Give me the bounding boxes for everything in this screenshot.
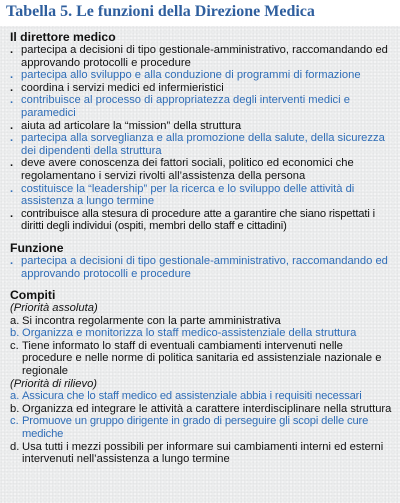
bullet-marker: .	[10, 119, 14, 132]
item-marker: b.	[10, 327, 20, 340]
item-text: partecipa a decisioni di tipo gestionale-amministrativo, raccomandando ed approvando protocolli e procedure	[21, 44, 388, 69]
list-item	[10, 69, 394, 82]
list-item	[10, 208, 394, 233]
item-text: costituisce la “leadership” per la ricerca e lo sviluppo delle attività di assistenza a lungo termine	[21, 182, 355, 208]
list-item	[10, 94, 394, 119]
item-text: Organizza ed integrare le attività a carattere interdisciplinare nella struttura	[22, 402, 392, 415]
list-item	[10, 390, 394, 403]
priority-label-rilievo: (Priorità di rilievo)	[10, 377, 98, 390]
list-item	[10, 340, 394, 378]
item-text: Usa tutti i mezzi possibili per informare sui cambiamenti interni ed esterni intervenuti nell’assistenza a lungo termine	[22, 440, 384, 466]
bullet-marker: .	[10, 157, 14, 170]
list-item	[10, 415, 394, 440]
item-text: Si incontra regolarmente con la parte amministrativa	[22, 314, 281, 327]
list-item	[10, 132, 394, 157]
table-title: Tabella 5. Le funzioni della Direzione Medica	[6, 3, 315, 20]
content-panel	[0, 26, 400, 503]
bullet-marker: .	[10, 182, 14, 195]
list-item	[10, 315, 394, 328]
item-text: Promuove un gruppo dirigente in grado di perseguire gli scopi delle cure mediche	[22, 415, 369, 441]
item-text: Organizza e monitorizza lo staff medico-assistenziale della struttura	[22, 327, 357, 340]
item-text: contribuisce al processo di appropriatezza degli interventi medici e paramedici	[21, 94, 350, 119]
item-marker: c.	[10, 415, 19, 428]
item-marker: b.	[10, 402, 20, 415]
list-item	[10, 327, 394, 340]
list-item	[10, 183, 394, 208]
list-item	[10, 441, 394, 466]
section-heading-direttore: Il direttore medico	[10, 30, 116, 44]
item-text: deve avere conoscenza dei fattori sociali, politico ed economici che regolamentano i servizi rivolti all’assistenza della persona	[21, 157, 354, 182]
item-text: Assicura che lo staff medico ed assistenziale abbia i requisiti necessari	[22, 390, 362, 403]
item-text: partecipa a decisioni di tipo gestionale-amministrativo, raccomandando ed approvando protocolli e procedure	[21, 254, 388, 280]
section-heading-compiti: Compiti	[10, 288, 56, 303]
direttore-list	[10, 44, 394, 233]
item-text: contribuisce alla stesura di procedure atte a garantire che siano rispettati i diritti degli individui (ospiti, membri dello staff e cittadini)	[21, 207, 375, 233]
item-marker: a.	[10, 390, 20, 403]
bullet-marker: .	[10, 94, 14, 107]
compiti-rilievo-list	[10, 390, 394, 466]
bullet-marker: .	[10, 81, 14, 94]
priority-label-assoluta: (Priorità assoluta)	[10, 302, 98, 315]
bullet-marker: .	[10, 132, 14, 145]
item-text: coordina i servizi medici ed infermieristici	[21, 81, 224, 94]
item-text: partecipa allo sviluppo e alla conduzione di programmi di formazione	[21, 69, 361, 82]
list-item	[10, 403, 394, 416]
item-text: aiuta ad articolare la “mission” della struttura	[21, 119, 242, 132]
list-item	[10, 44, 394, 69]
item-marker: c.	[10, 339, 19, 352]
list-item	[10, 82, 394, 95]
item-text: partecipa alla sorveglianza e alla promozione della salute, della sicurezza dei dipendenti della struttura	[21, 132, 385, 157]
item-marker: d.	[10, 440, 20, 453]
item-marker: a.	[10, 314, 20, 327]
bullet-marker: .	[10, 207, 14, 220]
item-text: Tiene informato lo staff di eventuali cambiamenti intervenuti nelle procedure e nelle norme di politica sanitaria ed assistenziale nazionale e regionale	[22, 339, 382, 378]
list-item	[10, 157, 394, 182]
list-item	[10, 120, 394, 133]
bullet-marker: .	[10, 254, 14, 267]
funzione-list	[10, 255, 394, 280]
list-item	[10, 255, 394, 280]
compiti-assoluta-list	[10, 315, 394, 378]
bullet-marker: .	[10, 44, 14, 56]
bullet-marker: .	[10, 69, 14, 82]
section-heading-funzione: Funzione	[10, 240, 64, 255]
